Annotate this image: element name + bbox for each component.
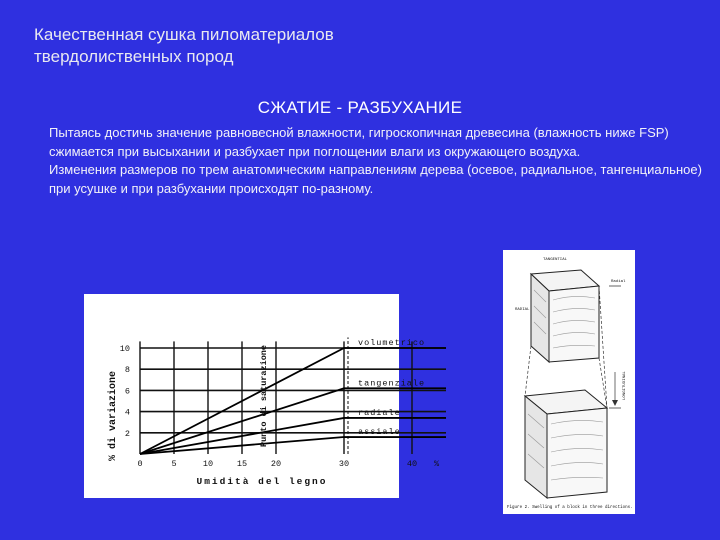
x-tick-label: 15 bbox=[236, 459, 248, 469]
swelling-block-figure bbox=[503, 250, 635, 514]
label-radial-side: Radial bbox=[611, 280, 626, 284]
y-tick-label: 6 bbox=[124, 386, 130, 397]
swelling-chart bbox=[84, 294, 440, 498]
x-tick-label: 10 bbox=[202, 459, 214, 469]
saturation-point-label: Punto di saturazione bbox=[259, 344, 269, 448]
series-line-tangenziale bbox=[140, 388, 446, 454]
swelling-block-illustration bbox=[503, 250, 635, 514]
label-longitudinal: LONGITUDINAL bbox=[623, 371, 627, 400]
slide-title-line-1: Качественная сушка пиломатериалов bbox=[34, 25, 334, 44]
x-tick-label: 20 bbox=[270, 459, 282, 469]
chart-x-axis-label: Umidità del legno bbox=[196, 476, 328, 487]
paragraph-2: Изменения размеров по трем анатомическим направлениям дерева (осевое, радиальное, тангенциальное) при усушке и при разбухании происходят по-разному. bbox=[49, 162, 702, 196]
chart-y-axis-label: % di variazione bbox=[108, 370, 119, 462]
paragraph-1: Пытаясь достичь значение равновесной влажности, гигроскопичная древесина (влажность ниже FSP) сжимается при высыхании и разбухает при поглощении влаги из окружающего воздуха. bbox=[49, 125, 669, 159]
y-tick-label: 2 bbox=[124, 428, 130, 439]
x-unit-label: % bbox=[434, 459, 440, 469]
figure-caption: Figure 2. Swelling of a block in three directions. bbox=[507, 506, 633, 510]
series-label-assiale: assiale bbox=[358, 427, 401, 438]
section-heading: СЖАТИЕ - РАЗБУХАНИЕ bbox=[257, 98, 463, 117]
label-radial-inner: RADIAL bbox=[515, 308, 530, 312]
slide-title bbox=[34, 24, 554, 68]
swelling-chart-figure bbox=[84, 294, 440, 498]
y-tick-label: 4 bbox=[124, 407, 130, 418]
slide-title-line-2: твердолиственных пород bbox=[34, 47, 234, 66]
x-tick-label: 5 bbox=[171, 459, 177, 469]
x-tick-label: 40 bbox=[406, 459, 418, 469]
series-label-radiale: radiale bbox=[358, 407, 401, 418]
y-tick-label: 10 bbox=[119, 344, 130, 354]
x-tick-label: 30 bbox=[338, 459, 350, 469]
y-tick-label: 8 bbox=[124, 365, 130, 376]
block-before bbox=[531, 270, 599, 362]
series-line-volumetrico bbox=[140, 348, 446, 454]
chart-ticks bbox=[120, 344, 440, 469]
block-after bbox=[525, 390, 607, 498]
x-tick-label: 0 bbox=[137, 459, 143, 469]
chart-series bbox=[140, 338, 446, 454]
series-label-volumetrico: volumetrico bbox=[358, 338, 426, 348]
body-text bbox=[49, 124, 709, 198]
label-tangential: TANGENTIAL bbox=[543, 258, 568, 262]
series-label-tangenziale: tangenziale bbox=[358, 378, 426, 389]
